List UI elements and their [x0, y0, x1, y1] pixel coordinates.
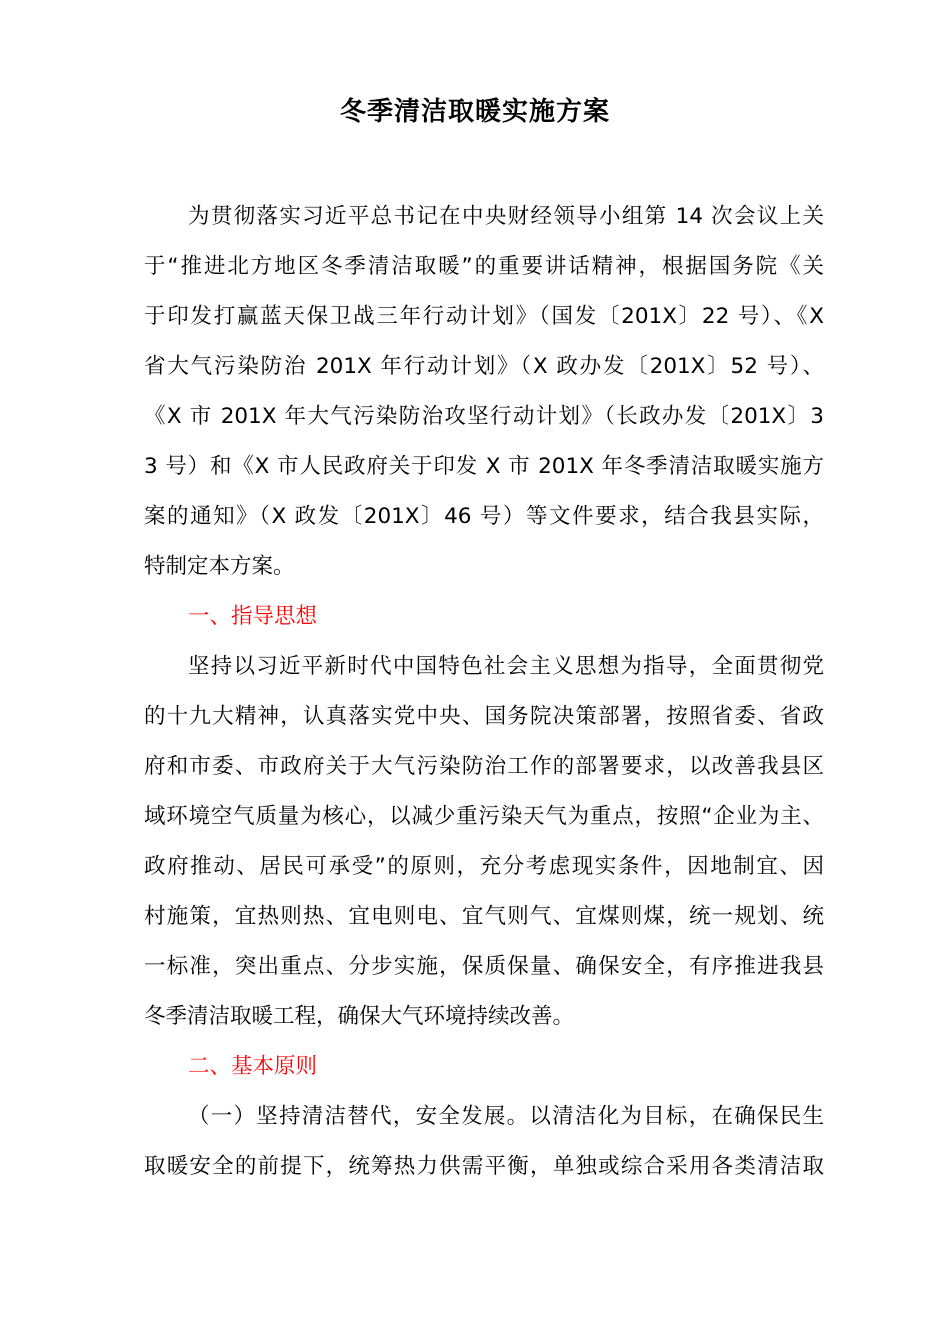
paragraph-line: 省大气污染防治 201X 年行动计划》（X 政办发〔201X〕52 号）、 [144, 354, 824, 379]
paragraph-line: 府和市委、市政府关于大气污染防治工作的部署要求，以改善我县区 [144, 754, 824, 779]
paragraph-line: 于印发打赢蓝天保卫战三年行动计划》（国发〔201X〕22 号）、《X [144, 304, 824, 329]
paragraph-line: 取暖安全的前提下，统筹热力供需平衡，单独或综合采用各类清洁取 [144, 1154, 824, 1179]
paragraph-line: 政府推动、居民可承受”的原则，充分考虑现实条件，因地制宜、因 [144, 854, 824, 879]
document-title: 冬季清洁取暖实施方案 [339, 97, 610, 127]
paragraph-line: 《X 市 201X 年大气污染防治攻坚行动计划》（长政办发〔201X〕3 [144, 404, 824, 429]
paragraph-line: 3 号）和《X 市人民政府关于印发 X 市 201X 年冬季清洁取暖实施方 [144, 454, 824, 479]
paragraph-line: 一标准，突出重点、分步实施，保质保量、确保安全，有序推进我县 [144, 954, 824, 979]
paragraph-line: 冬季清洁取暖工程，确保大气环境持续改善。 [144, 1004, 575, 1029]
paragraph-line: 特制定本方案。 [144, 554, 295, 579]
paragraph-line: 为贯彻落实习近平总书记在中央财经领导小组第 14 次会议上关 [188, 204, 824, 229]
paragraph-line: 域环境空气质量为核心，以减少重污染天气为重点，按照“企业为主、 [144, 804, 824, 829]
paragraph-line: 于“推进北方地区冬季清洁取暖”的重要讲话精神，根据国务院《关 [144, 254, 824, 279]
section-heading-guiding-ideology: 一、指导思想 [188, 604, 318, 629]
paragraph-line: 的十九大精神，认真落实党中央、国务院决策部署，按照省委、省政 [144, 704, 824, 729]
paragraph-line: 案的通知》（X 政发〔201X〕46 号）等文件要求，结合我县实际， [144, 504, 824, 529]
paragraph-line: 坚持以习近平新时代中国特色社会主义思想为指导，全面贯彻党 [188, 654, 824, 679]
paragraph-line: 村施策，宜热则热、宜电则电、宜气则气、宜煤则煤，统一规划、统 [144, 904, 824, 929]
paragraph-line: （一）坚持清洁替代，安全发展。以清洁化为目标，在确保民生 [188, 1104, 824, 1129]
section-heading-basic-principles: 二、基本原则 [188, 1054, 318, 1079]
